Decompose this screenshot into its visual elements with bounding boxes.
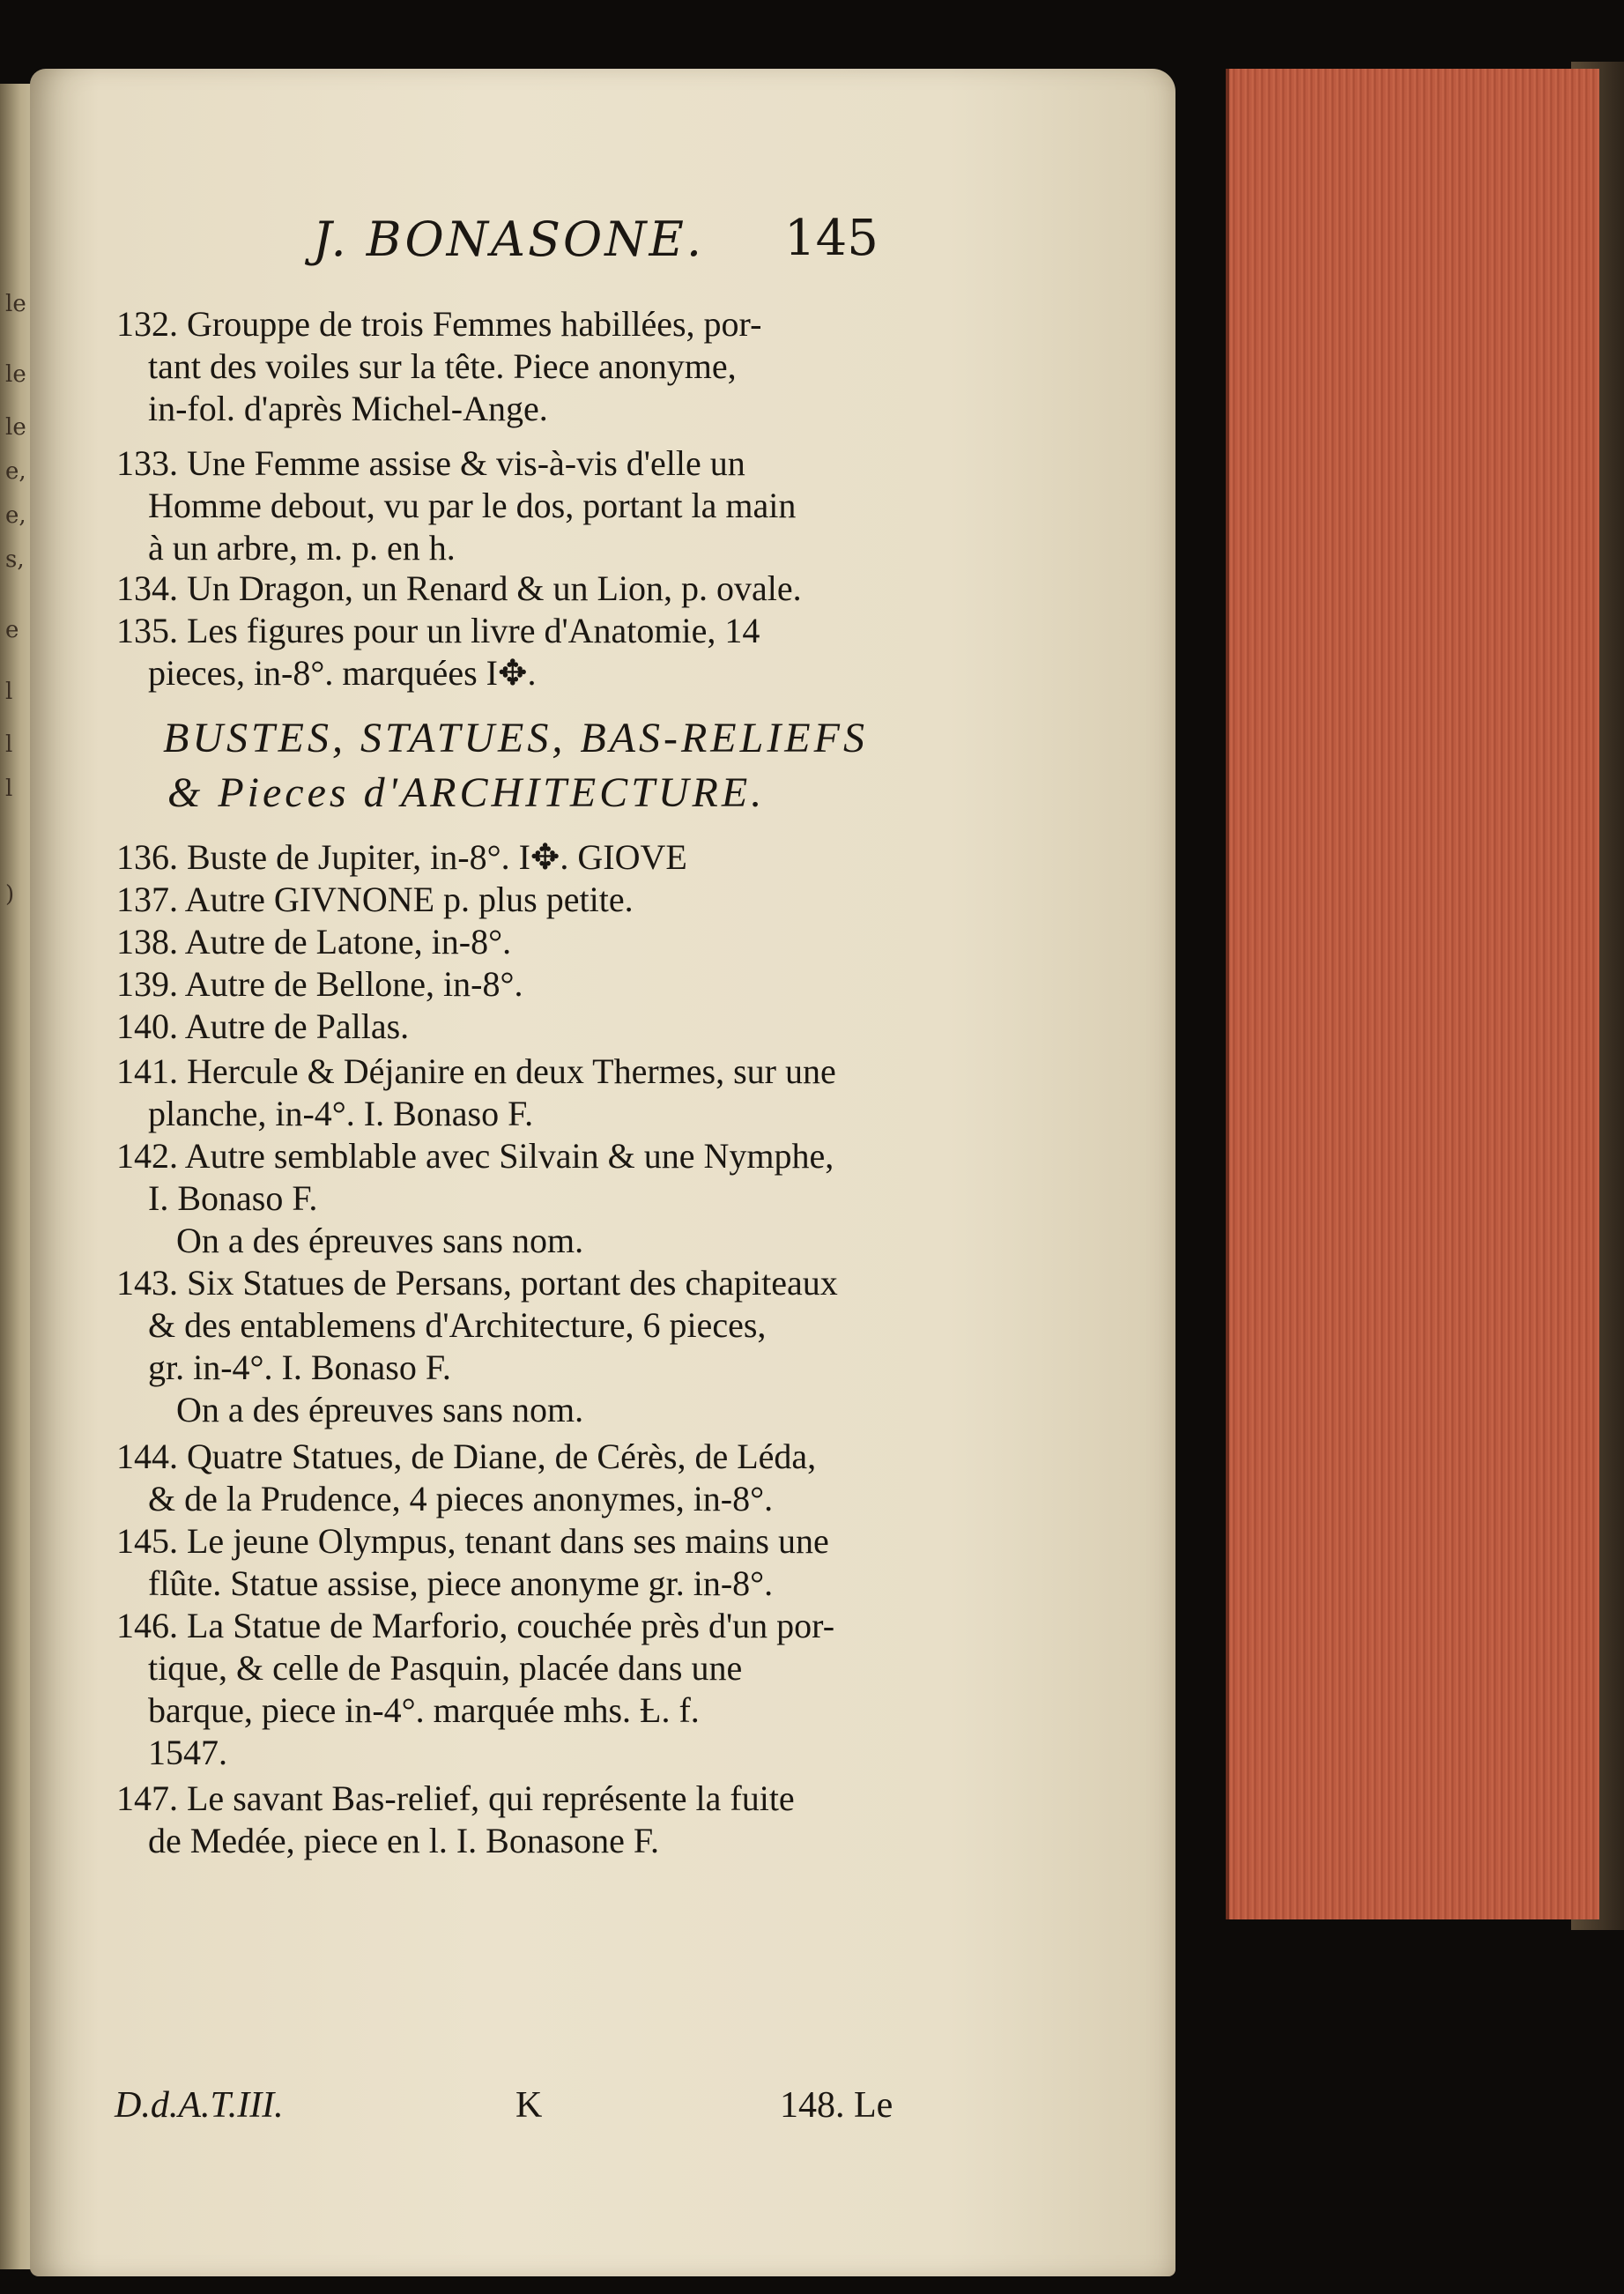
entry-line: tant des voiles sur la tête. Piece anonyme, (148, 346, 737, 386)
entry-line: gr. in-4°. I. Bonaso F. (148, 1347, 451, 1387)
entry-line: 140. Autre de Pallas. (116, 1006, 410, 1046)
entry-line: 135. Les figures pour un livre d'Anatomie, 14 (116, 611, 760, 650)
running-head: J. BONASONE. (313, 212, 705, 267)
facing-page-letter: e, (5, 502, 26, 529)
entry-line: tique, & celle de Pasquin, placée dans une (148, 1648, 743, 1688)
signature-mark: D.d.A.T.III. (115, 2085, 284, 2126)
facing-page-letter: l (5, 776, 13, 802)
entry-line: & de la Prudence, 4 pieces anonymes, in-8°. (148, 1479, 774, 1518)
facing-page-letter: le (5, 291, 26, 317)
entry-line: 138. Autre de Latone, in-8°. (116, 922, 512, 961)
facing-page-letter: e (5, 617, 19, 643)
entry-line: 134. Un Dragon, un Renard & un Lion, p. ovale. (116, 568, 802, 608)
facing-page-letter: l (5, 731, 13, 758)
entry-line: 142. Autre semblable avec Silvain & une Nymphe, (116, 1136, 834, 1176)
entry-line: 144. Quatre Statues, de Diane, de Cérès, de Léda, (116, 1437, 817, 1476)
entry-line: 1547. (148, 1733, 227, 1772)
sheet-letter: K (515, 2085, 543, 2126)
entry-line: On a des épreuves sans nom. (176, 1390, 584, 1429)
entry-line: Homme debout, vu par le dos, portant la main (148, 486, 797, 525)
facing-page-letter: e, (5, 458, 26, 485)
entry-line: 147. Le savant Bas-relief, qui représente la fuite (116, 1778, 795, 1818)
entry-line: 139. Autre de Bellone, in-8°. (116, 964, 523, 1004)
entry-line: in-fol. d'après Michel-Ange. (148, 389, 548, 428)
entry-line: 146. La Statue de Marforio, couchée près d'un por- (116, 1606, 835, 1645)
entry-line: pieces, in-8°. marquées I✥. (148, 653, 537, 693)
catchword: 148. Le (780, 2085, 894, 2126)
section-heading-line2: & Pieces d'ARCHITECTURE. (167, 769, 766, 816)
entry-line: de Medée, piece en l. I. Bonasone F. (148, 1821, 659, 1860)
entry-line: On a des épreuves sans nom. (176, 1221, 584, 1260)
entry-line: 133. Une Femme assise & vis-à-vis d'elle un (116, 443, 745, 483)
entry-line: 141. Hercule & Déjanire en deux Thermes, sur une (116, 1051, 836, 1091)
entry-line: 137. Autre GIVNONE p. plus petite. (116, 880, 634, 919)
entry-line: barque, piece in-4°. marquée mhs. Ƚ. f. (148, 1690, 700, 1730)
entry-line: à un arbre, m. p. en h. (148, 528, 456, 568)
facing-page-letter: le (5, 414, 26, 441)
facing-page-letter: ) (5, 881, 15, 908)
entry-line: flûte. Statue assise, piece anonyme gr. in-8°. (148, 1563, 774, 1603)
entry-line: 132. Grouppe de trois Femmes habillées, por- (116, 304, 762, 344)
section-heading-line1: BUSTES, STATUES, BAS-RELIEFS (163, 715, 868, 761)
facing-page-letter: s, (5, 546, 25, 573)
page-number: 145 (784, 210, 879, 267)
entry-line: 136. Buste de Jupiter, in-8°. I✥. GIOVE (116, 837, 687, 877)
facing-page-letter: l (5, 679, 13, 705)
entry-line: 145. Le jeune Olympus, tenant dans ses mains une (116, 1521, 829, 1561)
entry-line: 143. Six Statues de Persans, portant des chapiteaux (116, 1263, 838, 1303)
entry-line: & des entablemens d'Architecture, 6 pieces, (148, 1305, 767, 1345)
entry-line: I. Bonaso F. (148, 1178, 318, 1218)
entry-line: planche, in-4°. I. Bonaso F. (148, 1094, 534, 1133)
facing-page-letter: le (5, 361, 26, 388)
